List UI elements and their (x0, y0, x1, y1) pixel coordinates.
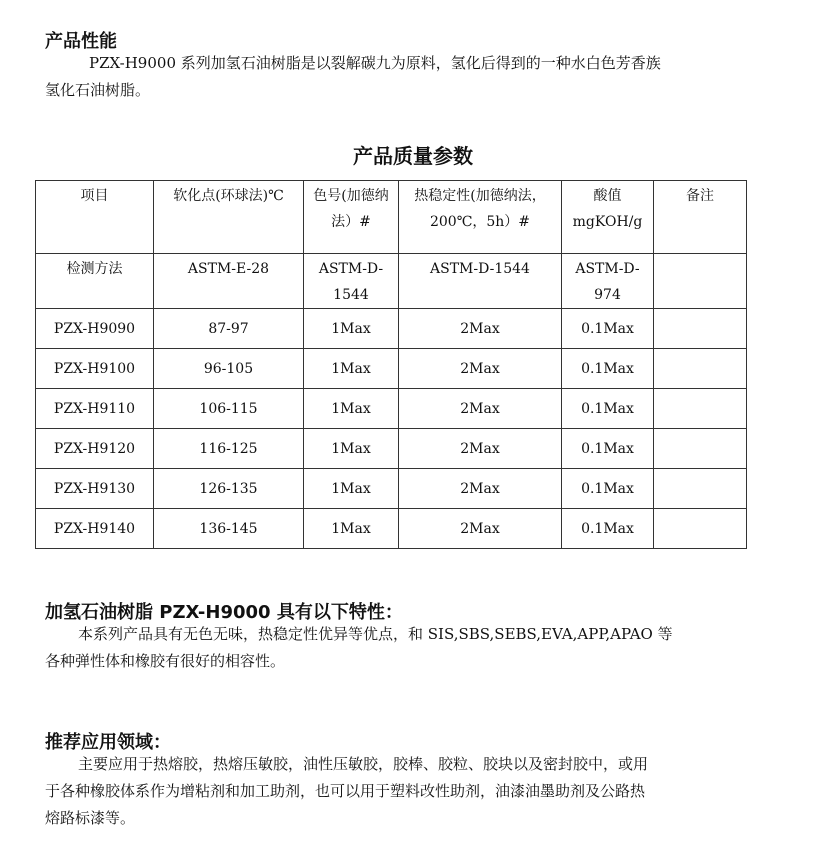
table-cell (654, 309, 747, 349)
performance-heading: 产品性能 (45, 31, 117, 52)
table-cell (654, 429, 747, 469)
table-cell: 2Max (399, 469, 562, 509)
table-cell: 1Max (304, 469, 399, 509)
features-paragraph (45, 621, 745, 675)
table-cell: 0.1Max (562, 429, 654, 469)
table-cell: 0.1Max (562, 389, 654, 429)
quality-title: 产品质量参数 (353, 144, 473, 168)
table-cell: 色号(加德纳法）# (304, 181, 399, 254)
table-cell: 2Max (399, 349, 562, 389)
table-header-row (36, 181, 747, 254)
table-row (36, 509, 747, 549)
table-cell: ASTM-D-1544 (399, 254, 562, 309)
table-cell (654, 509, 747, 549)
performance-paragraph (45, 50, 745, 104)
table-cell: 87-97 (154, 309, 304, 349)
table-cell: 1Max (304, 509, 399, 549)
features-line-2: 各种弹性体和橡胶有很好的相容性。 (45, 652, 286, 670)
features-heading: 加氢石油树脂 PZX-H9000 具有以下特性： (45, 602, 403, 623)
table-cell: 116-125 (154, 429, 304, 469)
performance-line-2: 氢化石油树脂。 (45, 81, 151, 99)
table-row (36, 389, 747, 429)
table-row (36, 349, 747, 389)
applications-line-2: 于各种橡胶体系作为增粘剂和加工助剂，也可以用于塑料改性助剂，油漆油墨助剂及公路热 (45, 782, 646, 800)
table-cell: PZX-H9140 (36, 509, 154, 549)
table-cell: 1Max (304, 309, 399, 349)
table-cell: 2Max (399, 429, 562, 469)
table-cell: ASTM-D-974 (562, 254, 654, 309)
table-cell (654, 389, 747, 429)
table-cell: 0.1Max (562, 509, 654, 549)
table-cell (654, 469, 747, 509)
table-cell: PZX-H9110 (36, 389, 154, 429)
table-cell: PZX-H9120 (36, 429, 154, 469)
features-line-1: 本系列产品具有无色无味，热稳定性优异等优点，和 SIS,SBS,SEBS,EVA,APP,APAO 等 (78, 625, 673, 643)
table-cell: PZX-H9100 (36, 349, 154, 389)
table-row (36, 429, 747, 469)
table-cell: 2Max (399, 389, 562, 429)
table-method-row (36, 254, 747, 309)
table-cell: 106-115 (154, 389, 304, 429)
table-cell: 136-145 (154, 509, 304, 549)
table-cell (654, 254, 747, 309)
table-cell: 1Max (304, 429, 399, 469)
table-cell: 0.1Max (562, 309, 654, 349)
table-cell: 软化点(环球法)℃ (154, 181, 304, 254)
quality-table (35, 180, 747, 549)
table-row (36, 309, 747, 349)
table-cell: ASTM-D-1544 (304, 254, 399, 309)
table-cell: 2Max (399, 309, 562, 349)
performance-line-1: PZX-H9000 系列加氢石油树脂是以裂解碳九为原料，氢化后得到的一种水白色芳香族 (89, 54, 661, 72)
applications-line-1: 主要应用于热熔胶，热熔压敏胶，油性压敏胶，胶棒、胶粒、胶块以及密封胶中，或用 (78, 755, 649, 773)
table-cell: 检测方法 (36, 254, 154, 309)
table-cell: 0.1Max (562, 349, 654, 389)
applications-line-3: 熔路标漆等。 (45, 809, 136, 827)
table-cell: 项目 (36, 181, 154, 254)
table-cell: 96-105 (154, 349, 304, 389)
applications-heading: 推荐应用领域： (45, 732, 171, 753)
table-cell: 1Max (304, 389, 399, 429)
table-cell: PZX-H9130 (36, 469, 154, 509)
table-cell: 酸值 mgKOH/g (562, 181, 654, 254)
table-cell: 0.1Max (562, 469, 654, 509)
table-cell: PZX-H9090 (36, 309, 154, 349)
table-cell: 1Max (304, 349, 399, 389)
applications-paragraph (45, 751, 745, 832)
table-cell: 备注 (654, 181, 747, 254)
table-cell: ASTM-E-28 (154, 254, 304, 309)
table-cell: 126-135 (154, 469, 304, 509)
table-row (36, 469, 747, 509)
table-cell (654, 349, 747, 389)
table-cell: 热稳定性(加德纳法，200℃，5h）# (399, 181, 562, 254)
table-cell: 2Max (399, 509, 562, 549)
